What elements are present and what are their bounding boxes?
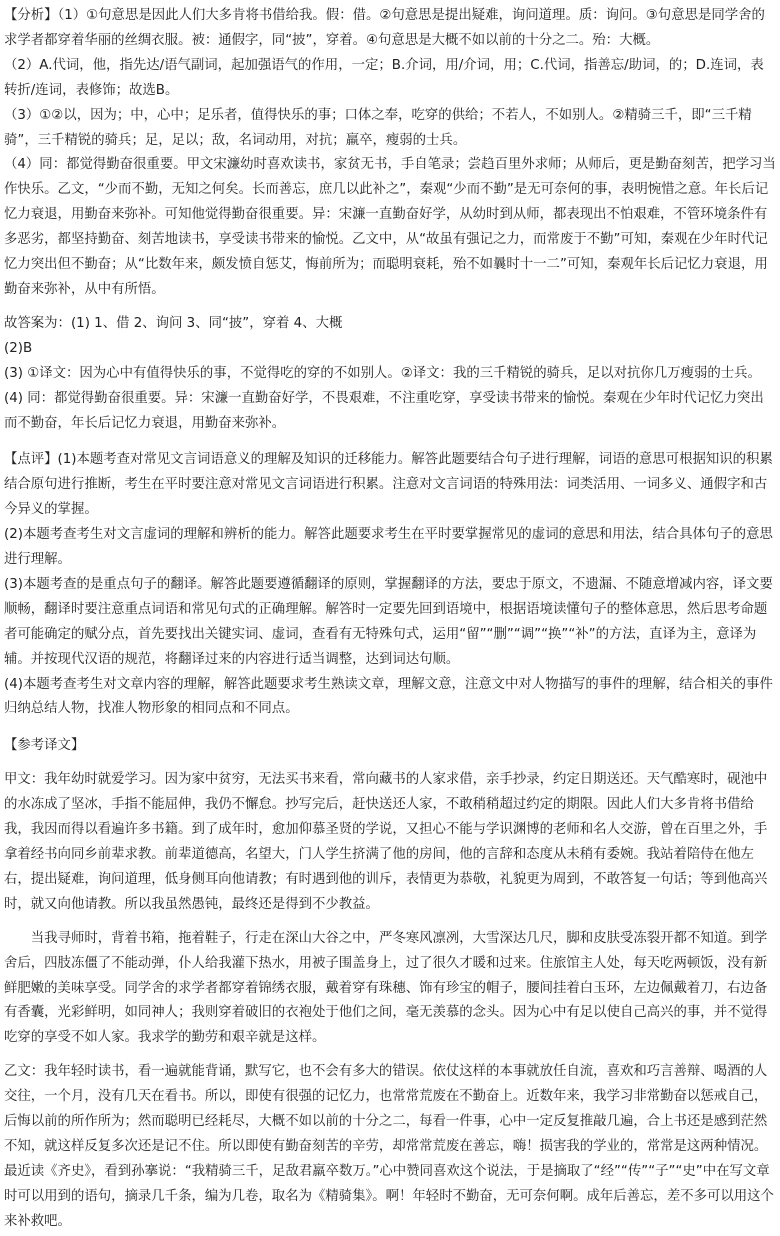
analysis-part-1: 【分析】（1）①句意思是因此人们大多肯将书借给我。假：借。②句意思是提出疑难，询问道理。质：询问。③句意思是同学舍的求学者都穿着华丽的丝绸衣服。被：通假字，同“披”，穿着。④句意思是大概不如以前的十分之二。殆：大概。 bbox=[4, 8, 765, 48]
answer-line-2: (2)B bbox=[4, 340, 33, 356]
answer-line-4: (4) 同：都觉得勤奋很重要。异：宋濂一直勤奋好学，不畏艰难，不注重吃穿，享受读书带来的愉悦。秦观在少年时代记忆力突出而不勤奋，年长后记忆力衰退，用勤奋来弥补。 bbox=[4, 390, 764, 431]
translation-yi: 乙文：我年轻时读书，看一遍就能背诵，默写它，也不会有多大的错误。依仗这样的本事就放任自流，喜欢和巧言善辩、喝酒的人交往，一个月，没有几天在看书。所以，即使有很强的记忆力，也常常荒废在不勤奋上。近数年来，我学习非常勤奋以惩戒自己，后悔以前的所作所为；然而聪明已经耗尽，大概不如以前的十分之二，每看一件事，心中一定反复推敲几遍，合上书还是感到茫然不知，就这样反复多次还是记不住。所以即使有勤奋刻苦的辛劳，却常常荒废在善忘，嗨！损害我的学业的，常常是这两种情况。最近读《齐史》，看到孙搴说：“我精骑三千，足敌君羸卒数万。”心中赞同喜欢这个说法，于是摘取了“经”“传”“子”“史”中在写文章时可以用到的语句，摘录几千条，编为几卷，取名为《精骑集》。啊！年轻时不勤奋，无可奈何啊。成年后善忘，差不多可以用这个来补救吧。 bbox=[4, 1064, 774, 1229]
translation-jia-continued: 当我寻师时，背着书箱，拖着鞋子，行走在深山大谷之中，严冬寒风凛冽，大雪深达几尺，脚和皮肤受冻裂开都不知道。到学舍后，四肢冻僵了不能动弹，仆人给我灌下热水，用被子围盖身上，过了很久才暖和过来。住旅馆主人处，每天吃两顿饭，没有新鲜肥嫩的美味享受。同学舍的求学者都穿着锦绣衣服，戴着穿有珠穗、饰有珍宝的帽子，腰间挂着白玉环，左边佩戴着刀，右边备有香囊，光彩鲜明，如同神人；我则穿着破旧的衣袍处于他们之间，毫无羡慕的念头。因为心中有足以使自己高兴的事，并不觉得吃穿的享受不如人家。我求学的勤劳和艰辛就是这样。 bbox=[4, 930, 768, 1046]
analysis-part-4: （4）同：都觉得勤奋很重要。甲文宋濂幼时喜欢读书，家贫无书，手自笔录；尝趋百里外求师；从师后，更是勤奋刻苦，把学习当作快乐。乙文，“少而不勤，无知之何矣。长而善忘，庶几以此补之”，秦观“少而不勤”是无可奈何的事，表明惋惜之意。年长后记忆力衰退，用勤奋来弥补。可知他觉得勤奋很重要。异：宋濂一直勤奋好学，从幼时到从师，都表现出不怕艰难，不管环境条件有多恶劣，都坚持勤奋、刻苦地读书，享受读书带来的愉悦。乙文中，从“故虽有强记之力，而常废于不勤”可知，秦观在少年时代记忆力突出但不勤奋；从“比数年来，颇发愤自惩艾，悔前所为；而聪明衰耗，殆不如曩时十一二”可知，秦观年长后记忆力衰退，用勤奋来弥补，从中有所悟。 bbox=[4, 157, 776, 297]
comment-section bbox=[4, 448, 776, 722]
translation-section bbox=[4, 734, 776, 1234]
answer-section bbox=[4, 312, 776, 437]
analysis-part-3: （3）①②以，因为；中，心中；足乐者，值得快乐的事；口体之奉，吃穿的供给；不若人，不如别人。②精骑三千，即“三千精骑”，三千精锐的骑兵；足，足以；敌，名词动用，对抗；羸卒，瘦弱的士兵。 bbox=[4, 107, 752, 148]
comment-part-4: (4)本题考查考生对文章内容的理解，解答此题要求考生熟读文章，理解文意，注意文中对人物描写的事件的理解，结合相关的事件归纳总结人物，找准人物形象的相同点和不同点。 bbox=[4, 676, 773, 717]
analysis-section bbox=[4, 4, 776, 303]
analysis-part-2: （2）A.代词，他，指先达/语气副词，起加强语气的作用，一定；B.介词，用/介词，用；C.代词，指善忘/助词，的；D.连词，表转折/连词，表修饰；故选B。 bbox=[4, 57, 764, 98]
comment-part-1: 【点评】(1)本题考查对常见文言词语意义的理解及知识的迁移能力。解答此题要结合句子进行理解，词语的意思可根据知识的积累结合原句进行推断，考生在平时要注意对常见文言词语进行积累。注意对文言词语的特殊用法：词类活用、一词多义、通假字和古今异义的掌握。 bbox=[4, 452, 773, 518]
comment-part-3: (3)本题考查的是重点句子的翻译。解答此题要遵循翻译的原则，掌握翻译的方法，要忠于原文，不遗漏、不随意增减内容，译文要顺畅，翻译时要注意重点词语和常见句式的正确理解。解答时一定要先回到语境中，根据语境读懂句子的整体意思，然后思考命题者可能确定的赋分点，首先要找出关键实词、虚词，查看有无特殊句式，运用“留”“删”“调”“换”“补”的方法，直译为主，意译为辅。并按现代汉语的规范，将翻译过来的内容进行适当调整，达到词达句顺。 bbox=[4, 576, 773, 667]
answer-line-3: (3) ①译文：因为心中有值得快乐的事，不觉得吃的穿的不如别人。②译文：我的三千精锐的骑兵，足以对抗你几万瘦弱的士兵。 bbox=[4, 365, 761, 381]
answer-line-1: 故答案为：(1) 1、借 2、询问 3、同“披”，穿着 4、大概 bbox=[4, 315, 343, 331]
translation-heading: 【参考译文】 bbox=[4, 738, 85, 754]
translation-jia: 甲文：我年幼时就爱学习。因为家中贫穷，无法买书来看，常向藏书的人家求借，亲手抄录，约定日期送还。天气酷寒时，砚池中的水冻成了坚冰，手指不能屈伸，我仍不懈怠。抄写完后，赶快送还人家，不敢稍稍超过约定的期限。因此人们大多肯将书借给我，我因而得以看遍许多书籍。到了成年时，愈加仰慕圣贤的学说，又担心不能与学识渊博的老师和名人交游，曾在百里之外，手拿着经书向同乡前辈求教。前辈道德高，名望大，门人学生挤满了他的房间，他的言辞和态度从未稍有委婉。我站着陪侍在他左右，提出疑难，询问道理，低身侧耳向他请教；有时遇到他的训斥，表情更为恭敬，礼貌更为周到，不敢答复一句话；等到他高兴时，就又向他请教。所以我虽然愚钝，最终还是得到不少教益。 bbox=[4, 772, 768, 912]
comment-part-2: (2)本题考查考生对文言虚词的理解和辨析的能力。解答此题要求考生在平时要掌握常见的虚词的意思和用法，结合具体句子的意思进行理解。 bbox=[4, 527, 773, 568]
